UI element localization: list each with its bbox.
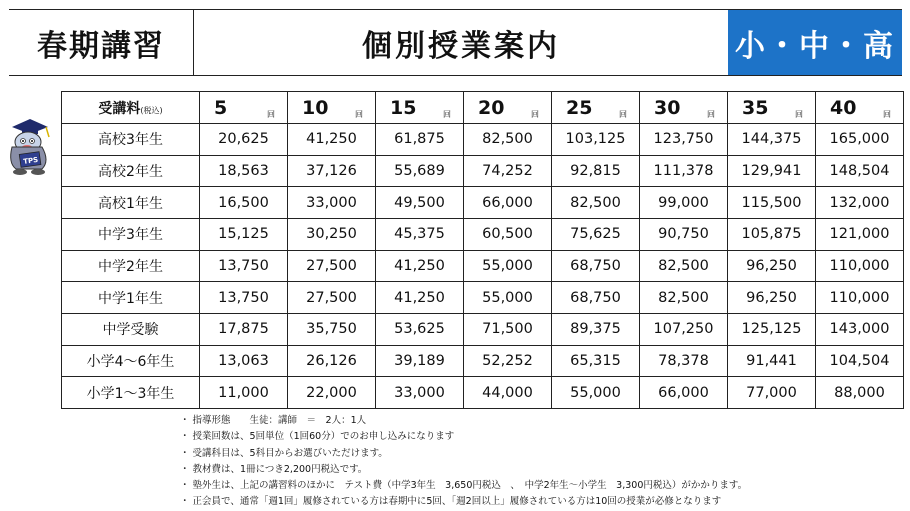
price-cell: 17,875	[200, 313, 288, 345]
corner-tax-note: (税込)	[140, 105, 163, 115]
price-cell: 99,000	[640, 187, 728, 219]
price-cell: 92,815	[552, 155, 640, 187]
table-row	[62, 377, 904, 409]
session-header	[200, 92, 288, 124]
price-cell: 44,000	[464, 377, 552, 409]
price-cell: 33,000	[288, 187, 376, 219]
price-cell: 27,500	[288, 250, 376, 282]
grade-label: 中学1年生	[62, 282, 200, 314]
price-cell: 96,250	[728, 282, 816, 314]
session-count: 20	[478, 96, 505, 119]
session-header	[288, 92, 376, 124]
price-cell: 55,000	[464, 250, 552, 282]
session-count: 15	[390, 96, 417, 119]
grade-label: 高校1年生	[62, 187, 200, 219]
price-cell: 41,250	[376, 250, 464, 282]
session-header	[816, 92, 904, 124]
note-item: ・ 受講科目は、5科目からお選びいただけます。	[180, 447, 388, 459]
price-cell: 143,000	[816, 313, 904, 345]
price-cell: 27,500	[288, 282, 376, 314]
price-cell: 110,000	[816, 250, 904, 282]
table-row	[62, 155, 904, 187]
price-cell: 35,750	[288, 313, 376, 345]
table-row	[62, 282, 904, 314]
session-unit: 回	[707, 110, 715, 119]
grade-label: 高校3年生	[62, 124, 200, 156]
price-cell: 18,563	[200, 155, 288, 187]
table-body	[62, 124, 904, 409]
price-cell: 60,500	[464, 218, 552, 250]
tuition-table	[61, 91, 904, 409]
session-unit: 回	[443, 110, 451, 119]
price-cell: 144,375	[728, 124, 816, 156]
grade-label: 中学3年生	[62, 218, 200, 250]
header-season-title: 春期講習	[9, 10, 194, 75]
price-cell: 88,000	[816, 377, 904, 409]
price-cell: 61,875	[376, 124, 464, 156]
table-row	[62, 313, 904, 345]
price-cell: 68,750	[552, 282, 640, 314]
price-cell: 82,500	[464, 124, 552, 156]
price-cell: 55,000	[552, 377, 640, 409]
price-cell: 30,250	[288, 218, 376, 250]
price-cell: 45,375	[376, 218, 464, 250]
price-cell: 75,625	[552, 218, 640, 250]
session-header	[640, 92, 728, 124]
corner-label: 受講料	[98, 100, 141, 117]
price-cell: 65,315	[552, 345, 640, 377]
price-cell: 82,500	[640, 250, 728, 282]
header-main-title: 個別授業案内	[362, 28, 560, 64]
note-item: ・ 正会員で、通常「週1回」履修されている方は春期中に5回、「週2回以上」履修されている方は10回の授業が必修となります	[180, 496, 722, 508]
price-cell: 111,378	[640, 155, 728, 187]
mascot-badge-text: TPS	[22, 155, 39, 166]
session-unit: 回	[531, 110, 539, 119]
session-unit: 回	[883, 110, 891, 119]
price-cell: 129,941	[728, 155, 816, 187]
price-cell: 82,500	[552, 187, 640, 219]
corner-header	[62, 92, 200, 124]
session-unit: 回	[795, 110, 803, 119]
price-cell: 121,000	[816, 218, 904, 250]
price-cell: 49,500	[376, 187, 464, 219]
price-cell: 13,750	[200, 250, 288, 282]
price-cell: 13,063	[200, 345, 288, 377]
session-count: 30	[654, 96, 681, 119]
page-header	[9, 9, 902, 76]
price-cell: 132,000	[816, 187, 904, 219]
table-row	[62, 187, 904, 219]
price-cell: 125,125	[728, 313, 816, 345]
price-cell: 148,504	[816, 155, 904, 187]
price-cell: 20,625	[200, 124, 288, 156]
session-header	[464, 92, 552, 124]
price-cell: 115,500	[728, 187, 816, 219]
price-cell: 37,126	[288, 155, 376, 187]
price-cell: 16,500	[200, 187, 288, 219]
price-cell: 103,125	[552, 124, 640, 156]
price-cell: 107,250	[640, 313, 728, 345]
table-row	[62, 218, 904, 250]
price-cell: 26,126	[288, 345, 376, 377]
price-cell: 53,625	[376, 313, 464, 345]
table-row	[62, 345, 904, 377]
session-header	[728, 92, 816, 124]
price-cell: 91,441	[728, 345, 816, 377]
price-cell: 22,000	[288, 377, 376, 409]
session-header	[552, 92, 640, 124]
price-cell: 39,189	[376, 345, 464, 377]
grade-label: 小学1～3年生	[62, 377, 200, 409]
price-cell: 52,252	[464, 345, 552, 377]
price-cell: 66,000	[464, 187, 552, 219]
price-cell: 71,500	[464, 313, 552, 345]
note-item: ・ 授業回数は、5回単位（1回60分）でのお申し込みになります	[180, 431, 455, 443]
price-cell: 77,000	[728, 377, 816, 409]
session-unit: 回	[355, 110, 363, 119]
grade-label: 中学2年生	[62, 250, 200, 282]
table-row	[62, 250, 904, 282]
price-cell: 105,875	[728, 218, 816, 250]
price-cell: 89,375	[552, 313, 640, 345]
session-count: 5	[214, 96, 228, 119]
price-cell: 55,000	[464, 282, 552, 314]
grade-label: 中学受験	[62, 313, 200, 345]
price-cell: 123,750	[640, 124, 728, 156]
header-level-badge: 小・中・高	[728, 10, 902, 75]
note-item: ・ 塾外生は、上記の講習料のほかに テスト費（中学3年生 3,650円税込 、 中学2年生～小学生 3,300円税込）がかかります。	[180, 480, 748, 492]
price-cell: 33,000	[376, 377, 464, 409]
price-cell: 96,250	[728, 250, 816, 282]
note-item: ・ 指導形態 生徒：講師 ＝ 2人：1人	[180, 415, 367, 426]
price-cell: 41,250	[288, 124, 376, 156]
price-cell: 68,750	[552, 250, 640, 282]
price-cell: 165,000	[816, 124, 904, 156]
price-cell: 104,504	[816, 345, 904, 377]
session-count: 10	[302, 96, 329, 119]
price-cell: 90,750	[640, 218, 728, 250]
table-row	[62, 124, 904, 156]
price-cell: 11,000	[200, 377, 288, 409]
price-cell: 15,125	[200, 218, 288, 250]
price-cell: 66,000	[640, 377, 728, 409]
price-cell: 13,750	[200, 282, 288, 314]
grade-label: 小学4～6年生	[62, 345, 200, 377]
mascot-illustration	[2, 115, 58, 177]
session-count: 40	[830, 96, 857, 119]
price-cell: 110,000	[816, 282, 904, 314]
price-cell: 55,689	[376, 155, 464, 187]
session-count: 35	[742, 96, 769, 119]
table-header-row	[62, 92, 904, 124]
price-cell: 41,250	[376, 282, 464, 314]
note-item: ・ 教材費は、1冊につき2,200円税込です。	[180, 463, 368, 475]
session-count: 25	[566, 96, 593, 119]
session-unit: 回	[267, 110, 275, 119]
session-header	[376, 92, 464, 124]
notes-list	[180, 413, 747, 511]
session-unit: 回	[619, 110, 627, 119]
price-cell: 78,378	[640, 345, 728, 377]
price-cell: 74,252	[464, 155, 552, 187]
price-cell: 82,500	[640, 282, 728, 314]
grade-label: 高校2年生	[62, 155, 200, 187]
